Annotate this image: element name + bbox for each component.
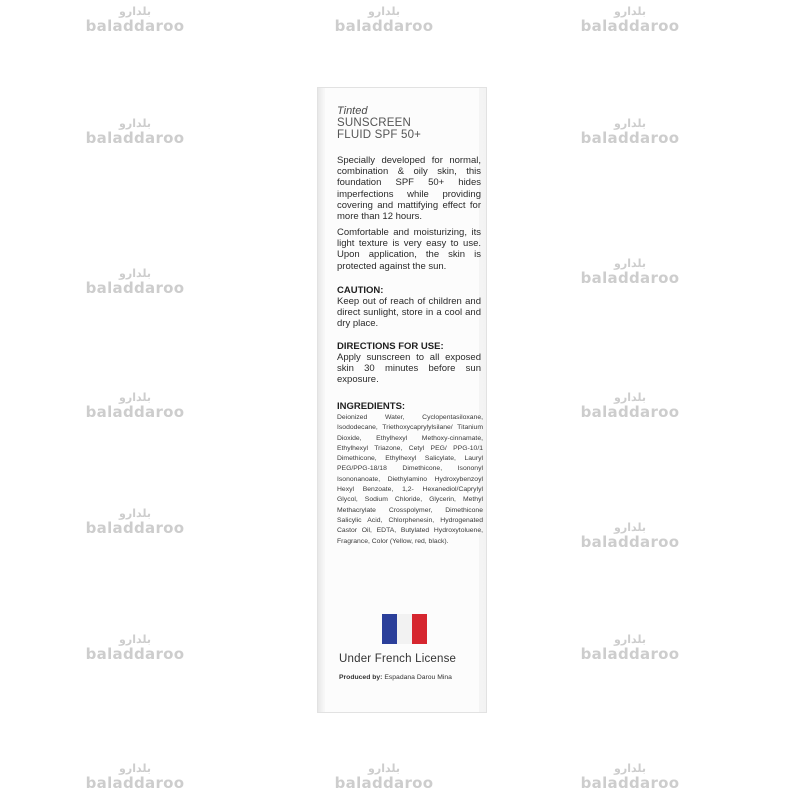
watermark bbox=[570, 118, 690, 146]
watermark-arabic: بلدارو bbox=[119, 633, 151, 646]
watermark bbox=[570, 522, 690, 550]
producer-name: Espadana Darou Mina bbox=[384, 674, 452, 681]
watermark-arabic: بلدارو bbox=[119, 762, 151, 775]
product-description-2: Comfortable and moisturizing, its light texture is very easy to use. Upon application, the skin is protected against the sun. bbox=[337, 227, 481, 272]
watermark-arabic: بلدارو bbox=[614, 117, 646, 130]
watermark bbox=[75, 6, 195, 34]
watermark-latin: baladdaroo bbox=[334, 774, 434, 792]
box-side-panel bbox=[325, 88, 483, 712]
producer-line bbox=[339, 674, 452, 681]
watermark bbox=[324, 6, 444, 34]
product-tinted-label: Tinted bbox=[337, 105, 368, 117]
ingredients-text: Deionized Water, Cyclopentasiloxane, Isododecane, Triethoxycaprylylsilane/ Titanium Dioxide, Ethylhexyl Methoxy-cinnamate, Ethylhexyl Triazone, Cetyl PEG/ PPG-10/1 Dimethicone, Ethylhexyl Salicylate, Lauryl PEG/PPG-18/18 Dimethicone, Isononyl Isononanoate, Diethylamino Hydroxybenzoyl Hexyl Benzoate, 1,2- Hexanediol/Caprylyl Glycol, Sodium Chloride, Glycerin, Methyl Methacrylate Crosspolymer, Dimethicone Salicylic Acid, Chlorphenesin, Hydrogenated Castor Oil, EDTA, Butylated Hydroxytoluene, Fragrance, Color (Yellow, red, black). bbox=[337, 414, 483, 545]
watermark-arabic: بلدارو bbox=[119, 507, 151, 520]
watermark bbox=[570, 634, 690, 662]
watermark-arabic: بلدارو bbox=[119, 5, 151, 18]
watermark bbox=[75, 508, 195, 536]
watermark-arabic: بلدارو bbox=[368, 5, 400, 18]
watermark-latin: baladdaroo bbox=[85, 645, 185, 663]
directions-heading: DIRECTIONS FOR USE: bbox=[337, 341, 444, 352]
watermark bbox=[570, 258, 690, 286]
caution-text: Keep out of reach of children and direct sunlight, store in a cool and dry place. bbox=[337, 296, 481, 330]
watermark-arabic: بلدارو bbox=[614, 391, 646, 404]
product-title-line1: SUNSCREEN bbox=[337, 117, 412, 129]
watermark-latin: baladdaroo bbox=[85, 774, 185, 792]
flag-red-stripe bbox=[412, 614, 427, 644]
watermark-arabic: بلدارو bbox=[119, 117, 151, 130]
watermark-arabic: بلدارو bbox=[614, 257, 646, 270]
flag-white-stripe bbox=[397, 614, 412, 644]
watermark bbox=[75, 634, 195, 662]
watermark-latin: baladdaroo bbox=[85, 279, 185, 297]
license-text: Under French License bbox=[339, 653, 457, 665]
product-box bbox=[318, 88, 486, 712]
watermark-arabic: بلدارو bbox=[614, 633, 646, 646]
product-title bbox=[337, 117, 421, 141]
watermark bbox=[570, 763, 690, 791]
product-description-1: Specially developed for normal, combination & oily skin, this foundation SPF 50+ hides imperfections while providing covering and mattifying effect for more than 12 hours. bbox=[337, 155, 481, 223]
watermark-arabic: بلدارو bbox=[119, 267, 151, 280]
watermark-arabic: بلدارو bbox=[119, 391, 151, 404]
watermark-arabic: بلدارو bbox=[368, 762, 400, 775]
watermark-latin: baladdaroo bbox=[580, 645, 680, 663]
watermark-arabic: بلدارو bbox=[614, 762, 646, 775]
watermark-latin: baladdaroo bbox=[85, 17, 185, 35]
watermark bbox=[75, 118, 195, 146]
watermark bbox=[75, 392, 195, 420]
watermark bbox=[570, 392, 690, 420]
caution-heading: CAUTION: bbox=[337, 285, 384, 296]
directions-text: Apply sunscreen to all exposed skin 30 minutes before sun exposure. bbox=[337, 352, 481, 386]
watermark-latin: baladdaroo bbox=[580, 269, 680, 287]
watermark bbox=[570, 6, 690, 34]
watermark-latin: baladdaroo bbox=[580, 129, 680, 147]
watermark-arabic: بلدارو bbox=[614, 521, 646, 534]
ingredients-heading: INGREDIENTS: bbox=[337, 401, 406, 412]
watermark bbox=[324, 763, 444, 791]
watermark-latin: baladdaroo bbox=[580, 774, 680, 792]
watermark-latin: baladdaroo bbox=[580, 403, 680, 421]
watermark-latin: baladdaroo bbox=[334, 17, 434, 35]
watermark-latin: baladdaroo bbox=[85, 403, 185, 421]
product-title-line2: FLUID SPF 50+ bbox=[337, 129, 422, 141]
watermark-latin: baladdaroo bbox=[85, 519, 185, 537]
watermark-latin: baladdaroo bbox=[85, 129, 185, 147]
watermark bbox=[75, 763, 195, 791]
flag-blue-stripe bbox=[382, 614, 397, 644]
french-flag-icon bbox=[382, 614, 427, 644]
watermark-latin: baladdaroo bbox=[580, 533, 680, 551]
watermark bbox=[75, 268, 195, 296]
watermark-latin: baladdaroo bbox=[580, 17, 680, 35]
watermark-arabic: بلدارو bbox=[614, 5, 646, 18]
producer-label: Produced by: bbox=[339, 674, 383, 681]
